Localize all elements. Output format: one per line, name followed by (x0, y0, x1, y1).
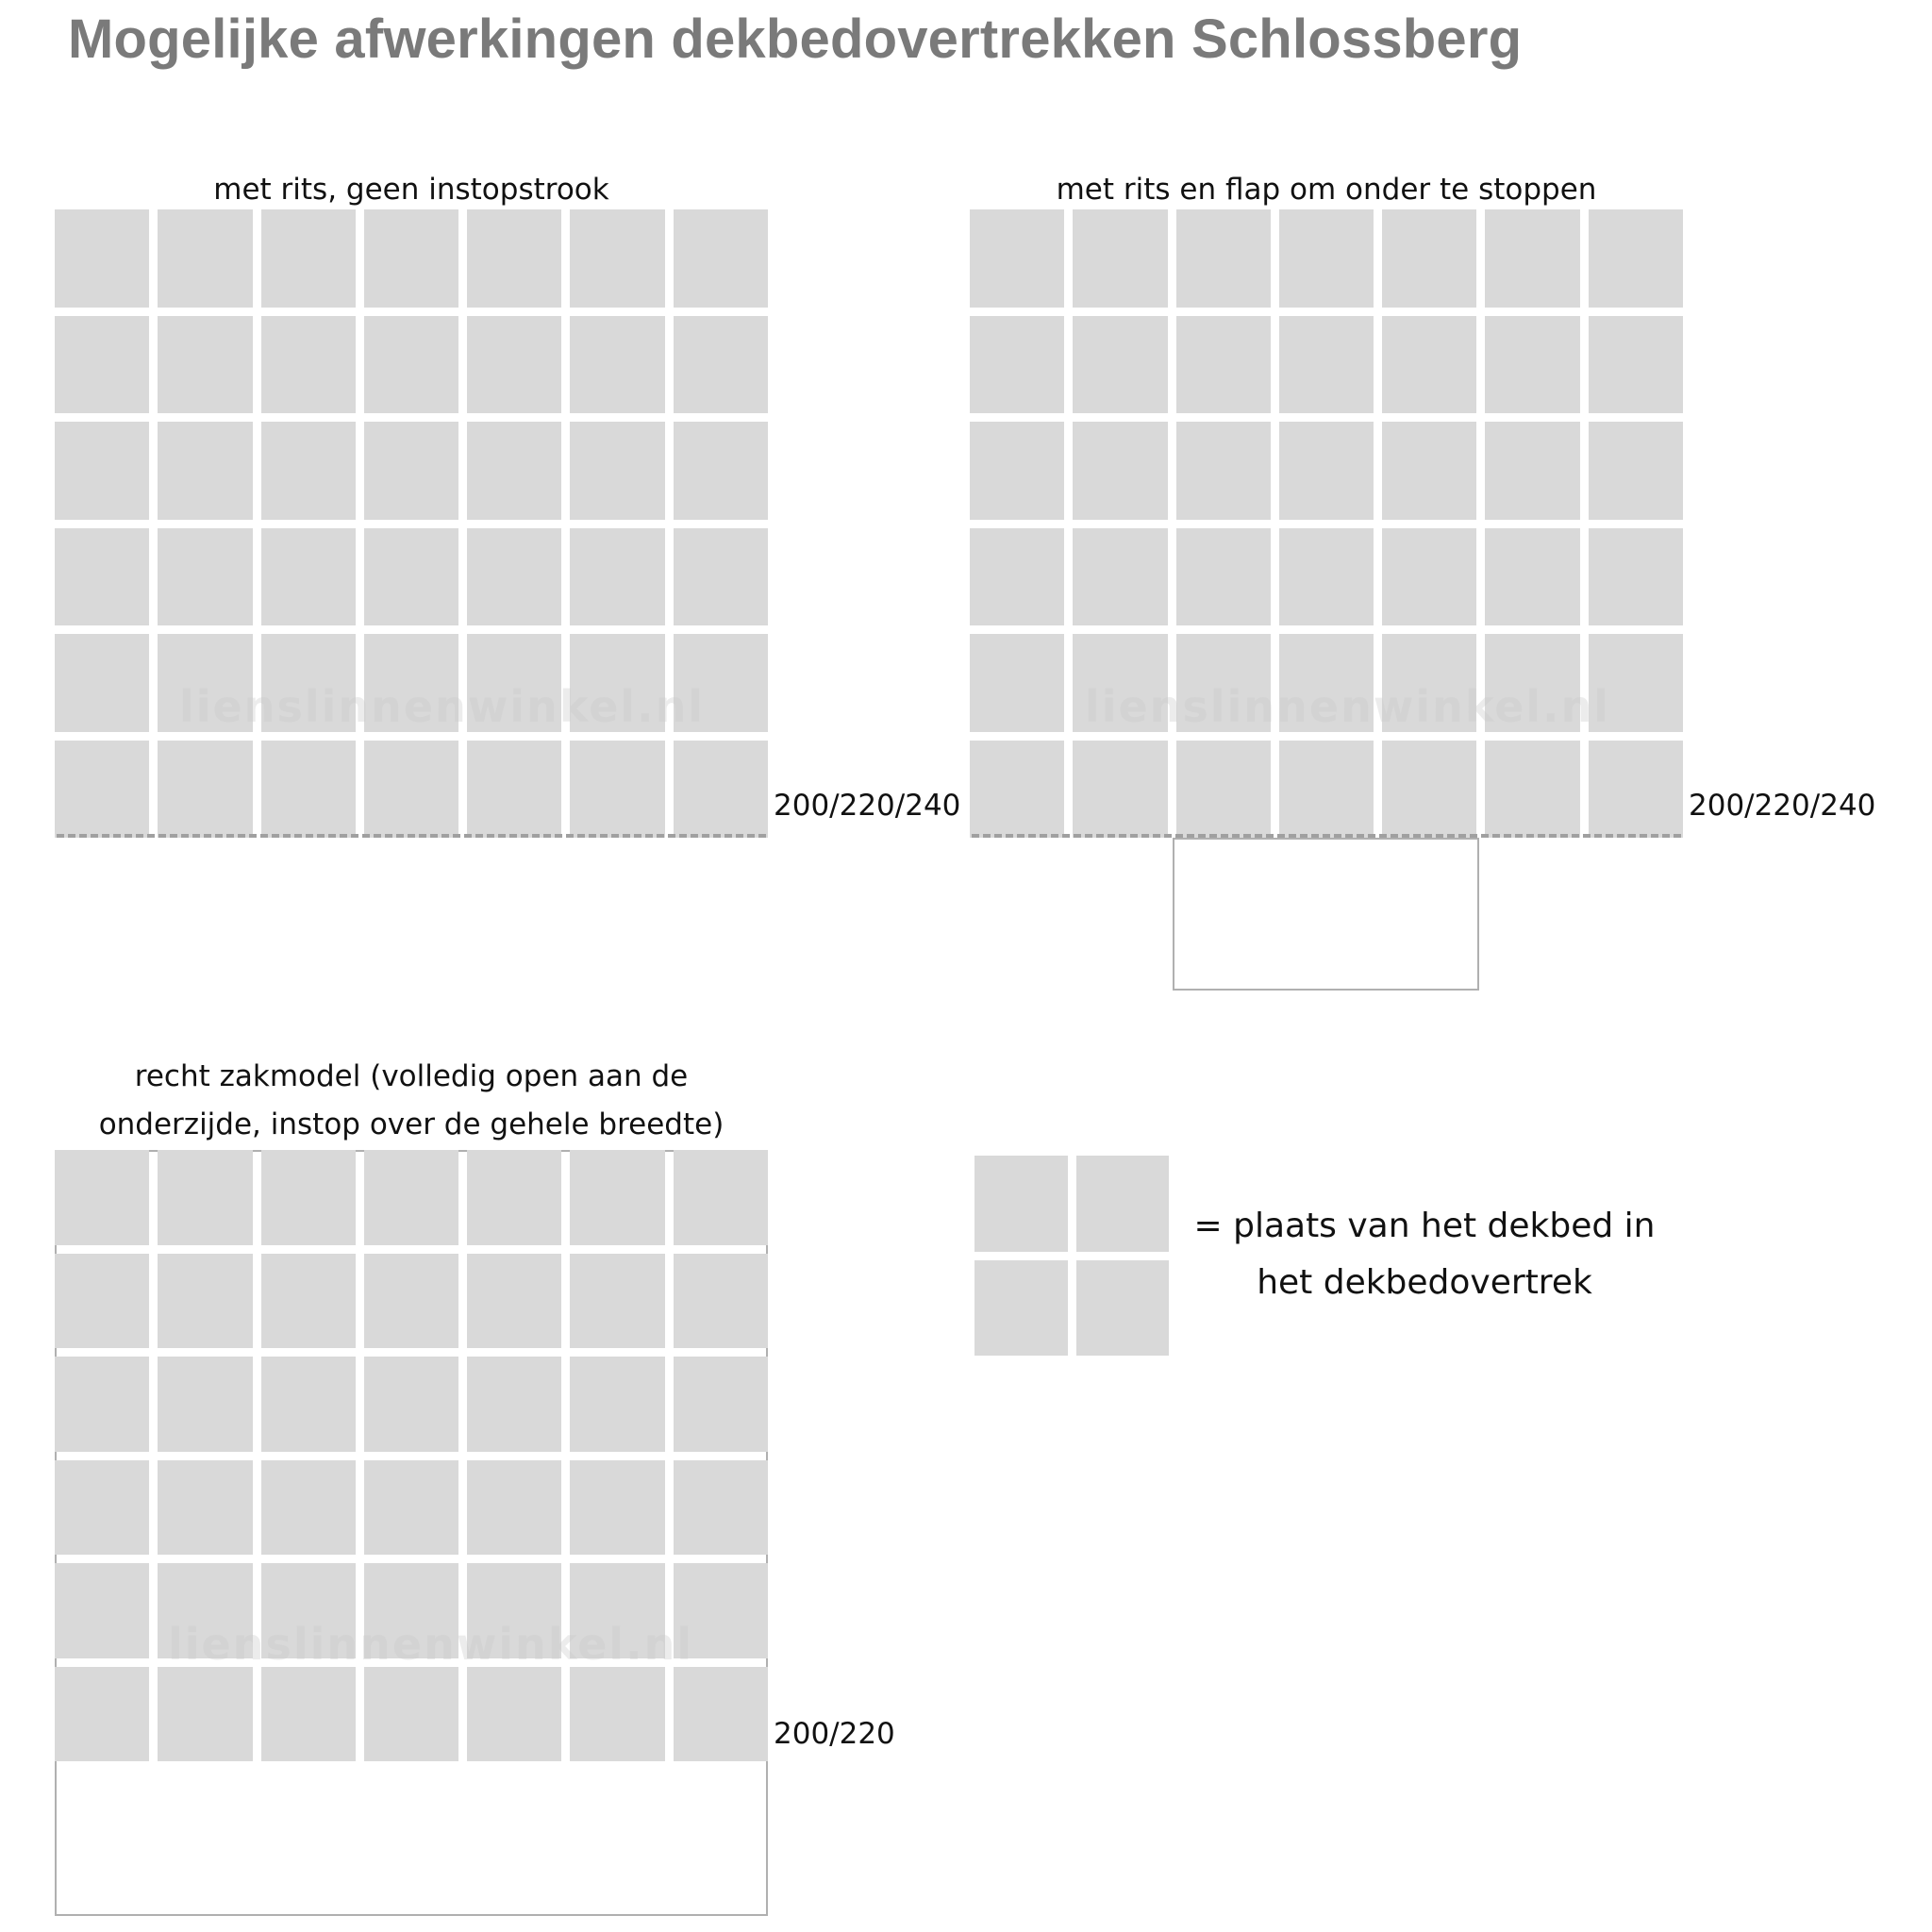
duvet-grid-cell (674, 1150, 768, 1245)
duvet-grid-cell (364, 209, 458, 308)
duvet-grid-cell (1073, 209, 1167, 308)
duvet-grid-cell (364, 528, 458, 626)
caption-line-1: recht zakmodel (volledig open aan de (134, 1059, 689, 1093)
duvet-grid-cell (55, 1254, 149, 1349)
duvet-grid-cell (1073, 316, 1167, 414)
duvet-grid-cell (570, 209, 664, 308)
duvet-grid-cell (261, 209, 356, 308)
duvet-grid-cell (467, 316, 561, 414)
legend-line-2: het dekbedovertrek (1257, 1263, 1592, 1302)
duvet-grid-cell (970, 316, 1064, 414)
duvet-grid-cell (261, 1460, 356, 1556)
duvet-grid-cell (364, 1667, 458, 1762)
duvet-grid-cell (158, 1150, 252, 1245)
duvet-grid-cell (261, 316, 356, 414)
duvet-grid-cell (1485, 528, 1579, 626)
duvet-grid-cell (55, 1563, 149, 1658)
duvet-grid-cell (467, 528, 561, 626)
duvet-grid-cell (1485, 316, 1579, 414)
duvet-grid-cell (261, 1667, 356, 1762)
duvet-grid-cell (364, 1357, 458, 1452)
zipper-line (57, 834, 766, 838)
duvet-grid-cell (970, 209, 1064, 308)
duvet-grid-cell (1073, 528, 1167, 626)
duvet-grid-cell (467, 1150, 561, 1245)
duvet-grid-cell (1589, 741, 1683, 839)
duvet-grid-cell (674, 741, 768, 839)
duvet-grid-cell (261, 1254, 356, 1349)
dimension-label: 200/220/240 (1689, 789, 1876, 823)
caption-line-2: onderzijde, instop over de gehele breedte) (98, 1108, 724, 1141)
duvet-grid-cell (674, 209, 768, 308)
duvet-grid-cell (1279, 316, 1374, 414)
caption-recht-zakmodel (55, 1053, 768, 1149)
duvet-grid-cell (1279, 528, 1374, 626)
duvet-grid-cell (1279, 209, 1374, 308)
duvet-grid-cell (1485, 422, 1579, 520)
duvet-grid-cell (55, 634, 149, 732)
duvet-grid-rits-en-flap (970, 209, 1683, 838)
caption-rits-geen-instopstrook: met rits, geen instopstrook (213, 173, 609, 207)
duvet-grid-cell (1589, 209, 1683, 308)
duvet-grid-cell (364, 422, 458, 520)
duvet-grid-cell (1073, 741, 1167, 839)
duvet-grid-cell (674, 422, 768, 520)
duvet-grid-cell (1382, 741, 1476, 839)
duvet-grid-cell (55, 741, 149, 839)
duvet-grid-cell (970, 422, 1064, 520)
duvet-grid-cell (674, 316, 768, 414)
watermark: lienslinnenwinkel.nl (168, 1619, 694, 1670)
duvet-grid-cell (158, 1667, 252, 1762)
tuck-flap (1173, 838, 1479, 991)
duvet-grid-cell (55, 1667, 149, 1762)
duvet-grid-cell (55, 316, 149, 414)
duvet-grid-cell (1076, 1260, 1170, 1357)
legend-text (1189, 1198, 1660, 1311)
duvet-grid-cell (1382, 316, 1476, 414)
duvet-grid-cell (1589, 528, 1683, 626)
duvet-grid-cell (158, 1460, 252, 1556)
duvet-grid-cell (364, 316, 458, 414)
duvet-grid-cell (1279, 741, 1374, 839)
duvet-grid-cell (1176, 316, 1271, 414)
duvet-grid-cell (1485, 209, 1579, 308)
duvet-grid-cell (261, 741, 356, 839)
duvet-grid-cell (970, 634, 1064, 732)
duvet-grid-rits-geen-instopstrook (55, 209, 768, 838)
duvet-grid-cell (1589, 422, 1683, 520)
duvet-grid-cell (364, 741, 458, 839)
duvet-grid-cell (570, 1667, 664, 1762)
caption-rits-en-flap: met rits en flap om onder te stoppen (1056, 173, 1597, 207)
duvet-grid-cell (570, 528, 664, 626)
duvet-grid-cell (261, 1150, 356, 1245)
duvet-grid-cell (467, 209, 561, 308)
duvet-grid-cell (970, 528, 1064, 626)
dimension-label: 200/220/240 (774, 789, 961, 823)
duvet-grid-cell (974, 1260, 1068, 1357)
duvet-grid-cell (974, 1156, 1068, 1252)
duvet-grid-cell (1382, 528, 1476, 626)
duvet-grid-cell (570, 1254, 664, 1349)
legend-swatch-grid (974, 1156, 1169, 1356)
duvet-grid-cell (674, 1667, 768, 1762)
duvet-grid-cell (158, 209, 252, 308)
duvet-grid-cell (55, 1150, 149, 1245)
duvet-grid-cell (467, 741, 561, 839)
duvet-grid-cell (570, 741, 664, 839)
duvet-grid-cell (364, 1460, 458, 1556)
duvet-grid-cell (570, 316, 664, 414)
duvet-grid-cell (364, 1150, 458, 1245)
duvet-grid-cell (674, 1460, 768, 1556)
duvet-grid-cell (1076, 1156, 1170, 1252)
watermark: lienslinnenwinkel.nl (179, 681, 706, 732)
duvet-grid-cell (261, 1357, 356, 1452)
duvet-grid-cell (55, 1460, 149, 1556)
duvet-grid-cell (55, 422, 149, 520)
duvet-grid-cell (1176, 528, 1271, 626)
duvet-grid-cell (1589, 316, 1683, 414)
legend-line-1: = plaats van het dekbed in (1193, 1207, 1656, 1245)
duvet-grid-cell (1073, 422, 1167, 520)
duvet-grid-cell (674, 1254, 768, 1349)
duvet-grid-cell (55, 528, 149, 626)
duvet-grid-cell (55, 209, 149, 308)
duvet-grid-cell (158, 422, 252, 520)
dimension-label: 200/220 (774, 1717, 895, 1751)
duvet-grid-cell (570, 1150, 664, 1245)
duvet-grid-cell (570, 422, 664, 520)
watermark: lienslinnenwinkel.nl (1085, 681, 1611, 732)
duvet-grid-cell (158, 316, 252, 414)
duvet-grid-cell (261, 528, 356, 626)
duvet-grid-cell (1176, 209, 1271, 308)
duvet-grid-cell (674, 1357, 768, 1452)
duvet-grid-cell (158, 528, 252, 626)
duvet-grid-cell (158, 1254, 252, 1349)
duvet-grid-cell (467, 1667, 561, 1762)
duvet-grid-cell (55, 1357, 149, 1452)
duvet-grid-cell (467, 1357, 561, 1452)
duvet-grid-cell (674, 528, 768, 626)
duvet-grid-cell (570, 1460, 664, 1556)
duvet-grid-cell (364, 1254, 458, 1349)
duvet-grid-cell (1485, 741, 1579, 839)
duvet-grid-cell (158, 1357, 252, 1452)
duvet-grid-cell (570, 1357, 664, 1452)
page-title: Mogelijke afwerkingen dekbedovertrekken Schlossberg (68, 8, 1523, 70)
duvet-grid-cell (158, 741, 252, 839)
duvet-grid-cell (261, 422, 356, 520)
duvet-grid-cell (467, 1460, 561, 1556)
duvet-grid-cell (1382, 209, 1476, 308)
duvet-grid-cell (1382, 422, 1476, 520)
duvet-grid-cell (1279, 422, 1374, 520)
duvet-grid-cell (467, 1254, 561, 1349)
duvet-grid-cell (970, 741, 1064, 839)
duvet-grid-cell (1176, 422, 1271, 520)
duvet-grid-cell (1176, 741, 1271, 839)
duvet-grid-cell (467, 422, 561, 520)
